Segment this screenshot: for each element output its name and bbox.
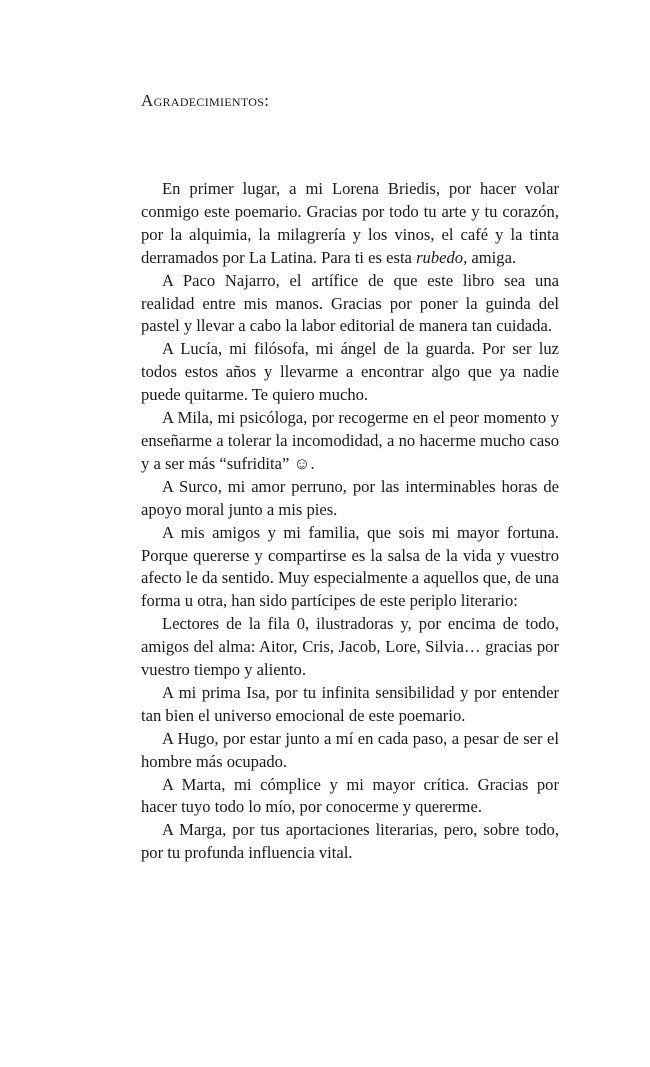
paragraph-7: Lectores de la fila 0, ilustradoras y, por encima de todo, amigos del alma: Aitor, Cris, Jacob, Lore, Silvia… gracias por vuestro tiempo y aliento. [141, 614, 559, 680]
page-heading: Agradecimientos: [141, 91, 270, 110]
paragraph-2: A Paco Najarro, el artífice de que este libro sea una realidad entre mis manos. Gracias por poner la guinda del pastel y llevar a cabo la labor editorial de manera tan cuidada. [141, 270, 559, 336]
paragraph-5: A Surco, mi amor perruno, por las interminables horas de apoyo moral junto a mis pies. [141, 476, 559, 519]
paragraph-6: A mis amigos y mi familia, que sois mi mayor fortuna. Porque quererse y compartirse es la salsa de la vida y vuestro afecto le da sentido. Muy especialmente a aquellos que, de una forma u otra, han sido partícipes de este periplo literario: [141, 522, 559, 611]
paragraph-11: A Marga, por tus aportaciones literarias, pero, sobre todo, por tu profunda influencia vital. [141, 820, 559, 863]
paragraph-8: A mi prima Isa, por tu infinita sensibilidad y por entender tan bien el universo emocional de este poemario. [141, 682, 559, 725]
paragraph-4: A Mila, mi psicóloga, por recogerme en el peor momento y enseñarme a tolerar la incomodidad, a no hacerme mucho caso y a ser más “sufridita” ☺. [141, 408, 559, 473]
paragraph-1-text: En primer lugar, a mi Lorena Briedis, por hacer volar conmigo este poemario. Gracias por todo tu arte y tu corazón, por la alquimia, la milagrería y los vinos, el café y la tinta derramados por La Latina. Para ti es esta [141, 179, 559, 267]
paragraph-1-end: amiga. [467, 247, 517, 267]
paragraph-9: A Hugo, por estar junto a mí en cada paso, a pesar de ser el hombre más ocupado. [141, 728, 559, 771]
paragraph-1 [141, 178, 559, 270]
paragraph-10: A Marta, mi cómplice y mi mayor crítica. Gracias por hacer tuyo todo lo mío, por conocerme y quererme. [141, 774, 559, 817]
paragraph-3: A Lucía, mi filósofa, mi ángel de la guarda. Por ser luz todos estos años y llevarme a encontrar algo que ya nadie puede quitarme. Te quiero mucho. [141, 339, 559, 405]
acknowledgements-body [141, 178, 559, 865]
emphasis-rubedo: rubedo, [416, 247, 468, 267]
